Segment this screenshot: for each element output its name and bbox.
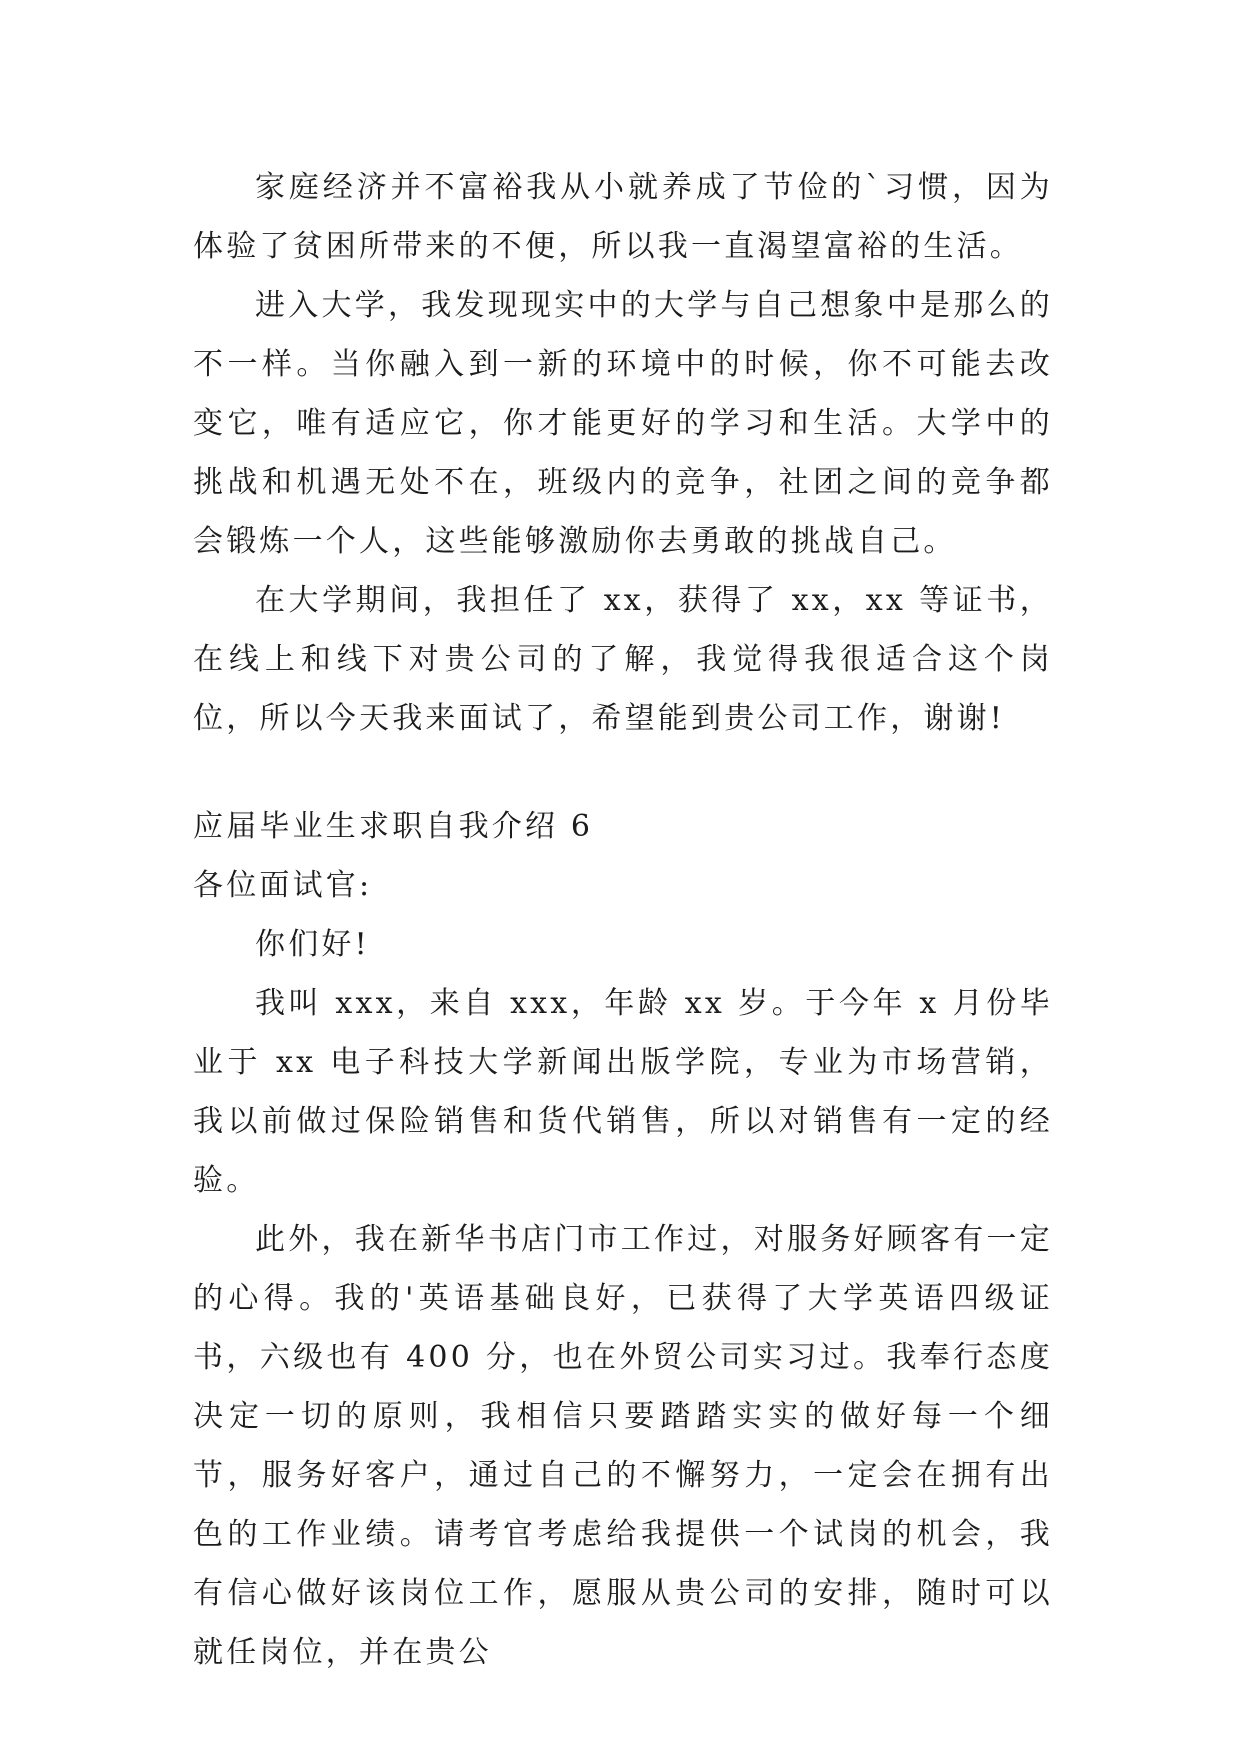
paragraph-self-introduction: 我叫 xxx，来自 xxx，年龄 xx 岁。于今年 x 月份毕业于 xx 电子科技大学新闻出版学院，专业为市场营销，我以前做过保险销售和货代销售，所以对销售有一定的经验。 bbox=[193, 986, 1053, 1198]
document-body bbox=[193, 158, 1053, 1682]
paragraph-experience: 此外，我在新华书店门市工作过，对服务好顾客有一定的心得。我的'英语基础良好，已获得了大学英语四级证书，六级也有 400 分，也在外贸公司实习过。我奉行态度决定一切的原则，我相信只要踏踏实实的做好每一个细节，服务好客户，通过自己的不懈努力，一定会在拥有出色的工作业绩。请考官考虑给我提供一个试岗的机会，我有信心做好该岗位工作，愿服从贵公司的安排，随时可以就任岗位，并在贵公 bbox=[193, 1222, 1053, 1670]
paragraph-frugal-habit: 家庭经济并不富裕我从小就养成了节俭的`习惯，因为体验了贫困所带来的不便，所以我一直渴望富裕的生活。 bbox=[193, 170, 1053, 264]
section-title: 应届毕业生求职自我介绍 6 bbox=[193, 809, 594, 844]
paragraph-greeting: 你们好! bbox=[255, 927, 370, 962]
salutation: 各位面试官: bbox=[193, 868, 373, 903]
paragraph-certificates: 在大学期间，我担任了 xx，获得了 xx，xx 等证书，在线上和线下对贵公司的了解，我觉得我很适合这个岗位，所以今天我来面试了，希望能到贵公司工作，谢谢! bbox=[193, 583, 1053, 736]
paragraph-university-life: 进入大学，我发现现实中的大学与自己想象中是那么的不一样。当你融入到一新的环境中的时候，你不可能去改变它，唯有适应它，你才能更好的学习和生活。大学中的挑战和机遇无处不在，班级内的竞争，社团之间的竞争都会锻炼一个人，这些能够激励你去勇敢的挑战自己。 bbox=[193, 288, 1053, 559]
